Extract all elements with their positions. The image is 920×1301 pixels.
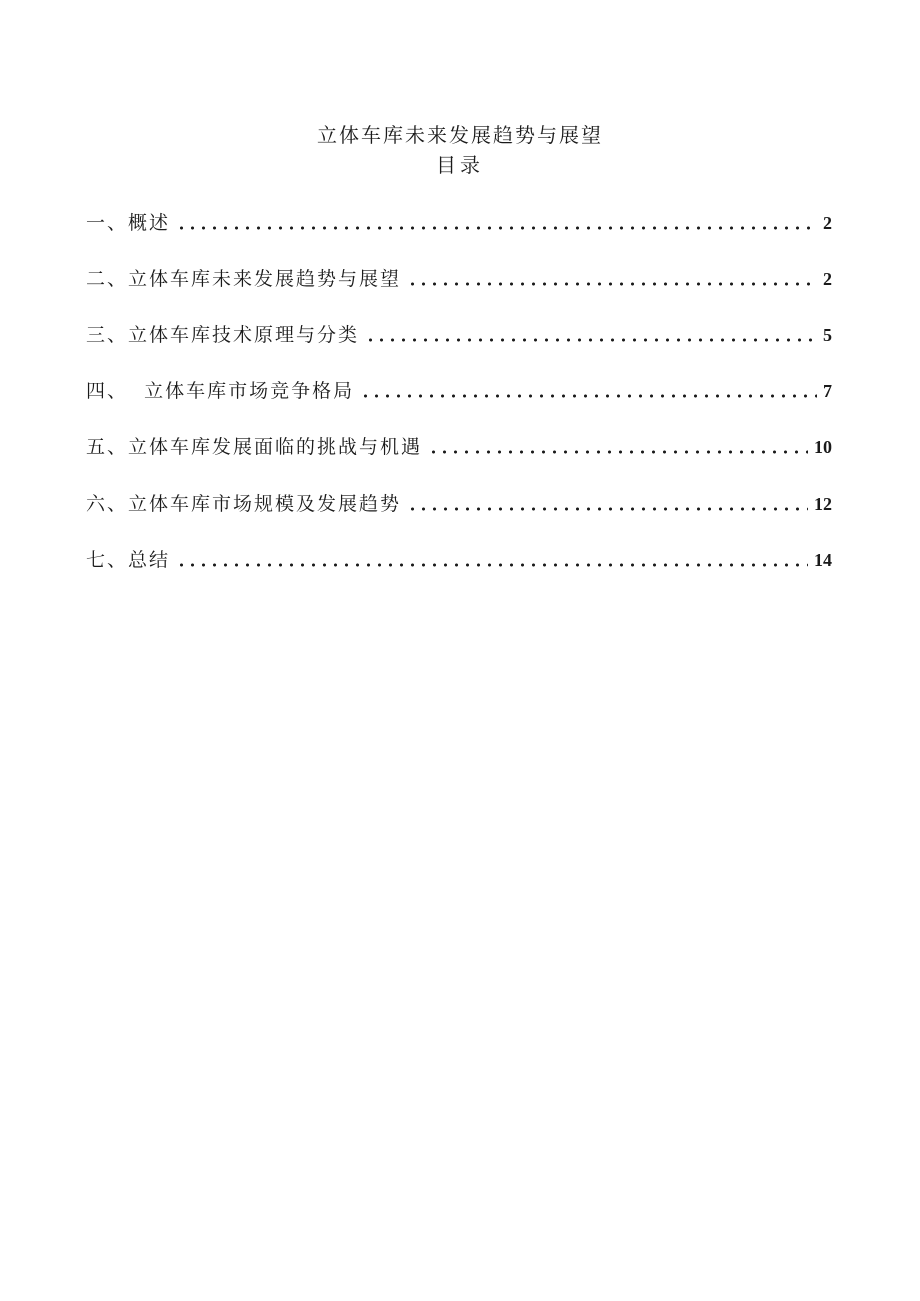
toc-entry-2[interactable] — [86, 265, 832, 293]
toc-entry-page: 2 — [823, 269, 832, 289]
toc-entry-1[interactable] — [86, 209, 832, 237]
toc-entry-page: 5 — [823, 325, 832, 345]
toc-entry-page: 14 — [814, 550, 832, 570]
toc-entry-page: 2 — [823, 213, 832, 233]
toc-entry-label: 六、立体车库市场规模及发展趋势 — [86, 493, 402, 515]
toc-dot-leader — [360, 394, 817, 398]
toc-entry-label: 四、 立体车库市场竞争格局 — [86, 380, 355, 402]
toc-entry-4[interactable] — [86, 377, 832, 405]
document-title: 立体车库未来发展趋势与展望 — [317, 123, 603, 147]
toc-dot-leader — [428, 450, 808, 454]
toc-entry-label: 五、立体车库发展面临的挑战与机遇 — [86, 436, 423, 458]
toc-entry-label: 一、概述 — [86, 212, 171, 234]
toc-entry-6[interactable] — [86, 490, 832, 518]
toc-dot-leader — [176, 226, 817, 230]
toc-entry-page: 12 — [814, 494, 832, 514]
toc-entry-7[interactable] — [86, 546, 832, 574]
toc-dot-leader — [176, 563, 808, 567]
toc-heading: 目录 — [436, 153, 484, 177]
toc-dot-leader — [407, 507, 808, 511]
toc-entry-page: 10 — [814, 437, 832, 457]
toc-entry-3[interactable] — [86, 321, 832, 349]
toc-entry-5[interactable] — [86, 433, 832, 461]
toc-entry-label: 二、立体车库未来发展趋势与展望 — [86, 268, 402, 290]
toc-dot-leader — [365, 338, 817, 342]
toc-entry-label: 三、立体车库技术原理与分类 — [86, 324, 360, 346]
toc-dot-leader — [407, 282, 817, 286]
toc-entry-page: 7 — [823, 381, 832, 401]
toc-entry-label: 七、总结 — [86, 549, 171, 571]
